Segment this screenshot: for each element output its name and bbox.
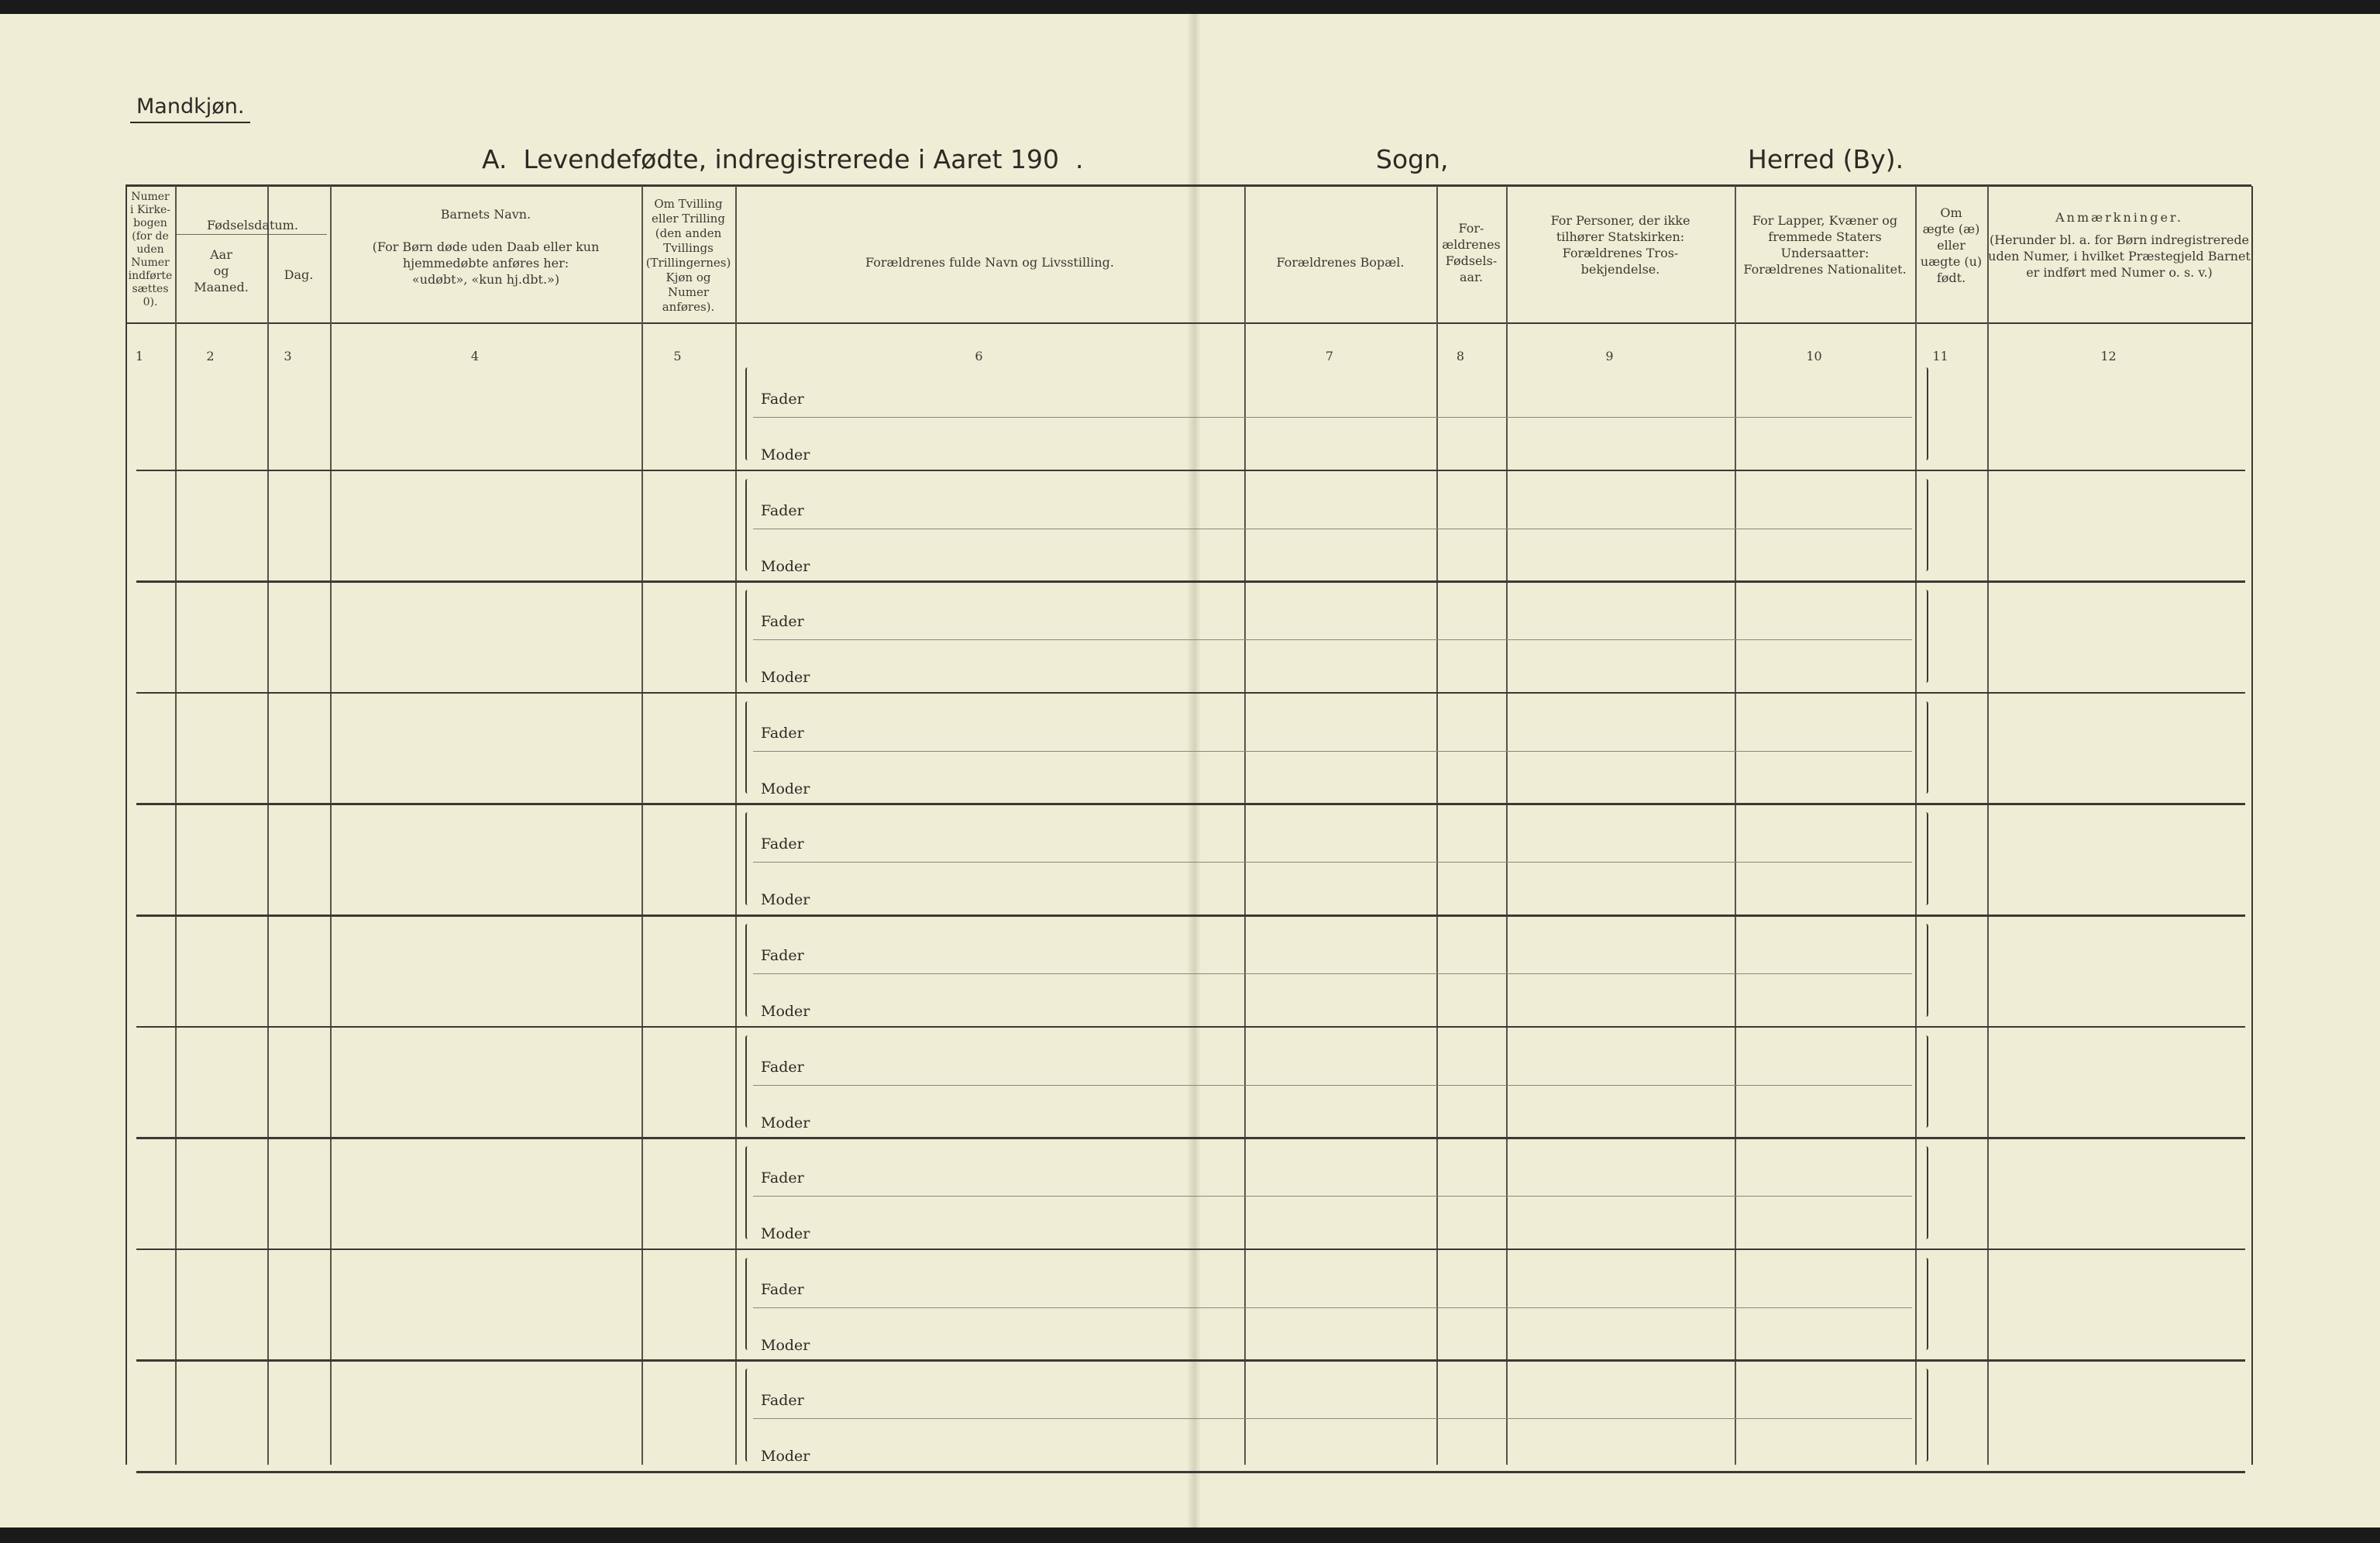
column-header-10 (1735, 212, 1915, 277)
row-divider (136, 1026, 2245, 1028)
parents-brace-right (1923, 479, 1928, 572)
parent-separator-rule (753, 1196, 1912, 1197)
row-divider (136, 580, 2245, 583)
sex-label: Mandkjøn. (130, 95, 250, 123)
column-header-line: uden (136, 243, 164, 256)
parent-separator-rule (753, 417, 1912, 418)
father-label: Fader (761, 1058, 804, 1076)
group-header-birthdate: Fødselsdatum. (207, 218, 298, 232)
column-header-1 (126, 191, 175, 309)
parents-brace-right (1923, 701, 1928, 794)
column-divider (1987, 186, 1989, 1465)
column-number: 2 (206, 349, 215, 363)
column-header-line: Anmærkninger. (2055, 210, 2183, 225)
column-header-line: Dag. (284, 267, 314, 282)
column-header-line: bogen (133, 217, 167, 229)
father-label: Fader (761, 1280, 804, 1298)
mother-label: Moder (761, 446, 810, 463)
row-divider (136, 1359, 2245, 1362)
father-label: Fader (761, 391, 804, 408)
row-divider (136, 470, 2245, 472)
parent-separator-rule (753, 1085, 1912, 1086)
column-header-line: Fødsels- (1445, 253, 1498, 268)
column-header-line: For- (1458, 221, 1484, 236)
column-header-line: (For Børn døde uden Daab eller kun (372, 239, 600, 254)
parents-brace-left (745, 1035, 751, 1128)
father-label: Fader (761, 835, 804, 853)
column-number: 11 (1932, 349, 1948, 363)
parents-brace-right (1923, 1146, 1928, 1239)
column-header-line: For Lapper, Kvæner og (1752, 213, 1898, 228)
column-header-line: Numer (131, 257, 170, 269)
parent-separator-rule (753, 1418, 1912, 1419)
column-header-line: «udøbt», «kun hj.dbt.») (411, 272, 560, 287)
column-divider (267, 186, 269, 1465)
father-label: Fader (761, 613, 804, 631)
column-header-line: tilhører Statskirken: (1556, 229, 1685, 244)
parents-brace-left (745, 479, 751, 572)
column-header-line: Forældrenes fulde Navn og Livsstilling. (865, 255, 1114, 270)
header-bottom-rule (126, 322, 2251, 324)
column-header-line: uægte (u) (1920, 254, 1983, 269)
column-header-line: aar. (1459, 270, 1484, 284)
column-header-line (330, 222, 641, 239)
column-header-line: (for de (132, 230, 169, 243)
parents-brace-right (1923, 1369, 1928, 1462)
column-number: 9 (1605, 349, 1614, 363)
column-header-line: ældrenes (1442, 237, 1501, 252)
column-header-line: Om Tvilling (654, 197, 723, 211)
column-divider (735, 186, 737, 1465)
mother-label: Moder (761, 1003, 810, 1020)
column-header-line: bekjendelse. (1580, 262, 1660, 277)
mother-label: Moder (761, 557, 810, 575)
row-divider (136, 803, 2245, 805)
column-header-8 (1436, 220, 1506, 285)
parents-brace-left (745, 924, 751, 1017)
title-sogn: Sogn, (1376, 144, 1449, 174)
register-page (0, 14, 2380, 1528)
column-header-4 (330, 206, 641, 288)
parent-separator-rule (753, 862, 1912, 863)
parents-brace-left (745, 1258, 751, 1351)
column-header-2 (175, 246, 267, 295)
page-fold (1187, 14, 1201, 1528)
column-number: 10 (1806, 349, 1822, 363)
parent-separator-rule (753, 973, 1912, 974)
column-header-line: 0). (143, 296, 158, 308)
column-divider (1735, 186, 1736, 1465)
column-divider (175, 186, 177, 1465)
father-label: Fader (761, 947, 804, 964)
mother-label: Moder (761, 1448, 810, 1466)
column-header-line: hjemmedøbte anføres her: (402, 256, 569, 270)
column-header-line: i Kirke- (129, 204, 171, 216)
column-header-line: Barnets Navn. (440, 207, 531, 222)
parents-brace-left (745, 1369, 751, 1462)
mother-label: Moder (761, 891, 810, 909)
column-header-line: Forældrenes Nationalitet. (1743, 262, 1907, 277)
column-header-line: Maaned. (194, 280, 249, 294)
column-header-line: eller (1937, 238, 1966, 253)
column-header-line: Aar (210, 247, 232, 262)
parents-brace-right (1923, 924, 1928, 1017)
column-divider (641, 186, 643, 1465)
row-divider (136, 1137, 2245, 1139)
parents-brace-left (745, 701, 751, 794)
column-header-5 (641, 197, 735, 315)
group-header-rule (175, 234, 327, 235)
column-number: 4 (470, 349, 480, 363)
parents-brace-right (1923, 812, 1928, 905)
column-header-7 (1244, 254, 1436, 270)
row-divider (136, 692, 2245, 694)
column-header-11 (1915, 205, 1987, 286)
column-divider (2251, 186, 2253, 1465)
column-header-9 (1506, 212, 1735, 277)
column-header-line: fremmede Staters (1768, 229, 1882, 244)
column-divider (1915, 186, 1917, 1465)
column-header-line: anføres). (662, 300, 715, 314)
parents-brace-left (745, 590, 751, 683)
parents-brace-right (1923, 1258, 1928, 1351)
column-header-line: eller Trilling (652, 212, 725, 226)
column-divider (1436, 186, 1438, 1465)
column-header-line: Kjøn og (666, 270, 711, 284)
father-label: Fader (761, 724, 804, 742)
mother-label: Moder (761, 1225, 810, 1243)
parents-brace-right (1923, 1035, 1928, 1128)
column-header-line: Undersaatter: (1780, 246, 1869, 260)
column-header-line: født. (1936, 270, 1966, 285)
row-divider (136, 1471, 2245, 1473)
column-header-line: Numer (131, 191, 170, 203)
column-number: 3 (284, 349, 292, 363)
father-label: Fader (761, 501, 804, 519)
column-number: 8 (1456, 349, 1465, 363)
father-label: Fader (761, 1169, 804, 1187)
row-divider (136, 1249, 2245, 1251)
page-title: A. Levendefødte, indregistrerede i Aaret 190 . (482, 144, 1084, 174)
parent-separator-rule (753, 1307, 1912, 1308)
column-header-line: (Trillingernes) (645, 256, 731, 270)
header-top-rule (126, 184, 2251, 187)
column-header-line: ægte (æ) (1922, 222, 1980, 236)
column-number: 12 (2100, 349, 2117, 363)
column-header-line: sættes (132, 283, 169, 295)
column-header-line: Numer (667, 285, 710, 299)
column-header-line: indførte (128, 270, 173, 282)
parents-brace-right (1923, 590, 1928, 683)
parents-brace-right (1923, 367, 1928, 460)
mother-label: Moder (761, 780, 810, 797)
column-header-line: Forældrenes Tros- (1562, 246, 1679, 260)
column-header-12 (1987, 209, 2251, 281)
row-divider (136, 914, 2245, 917)
column-header-line: Forældrenes Bopæl. (1276, 255, 1405, 270)
column-number: 5 (673, 349, 682, 363)
column-header-line: Tvillings (663, 241, 714, 255)
column-header-line: (Herunder bl. a. for Børn indregistrerede (1989, 232, 2250, 247)
column-header-line: (den anden (655, 226, 722, 240)
column-header-line: uden Numer, i hvilket Præstegjeld Barnet (1988, 249, 2251, 263)
father-label: Fader (761, 1392, 804, 1410)
title-herred: Herred (By). (1748, 144, 1904, 174)
parents-brace-left (745, 367, 751, 460)
column-divider (126, 186, 127, 1465)
column-divider (330, 186, 332, 1465)
parent-separator-rule (753, 751, 1912, 752)
parent-separator-rule (753, 639, 1912, 640)
column-header-line: Om (1940, 205, 1962, 220)
parents-brace-left (745, 812, 751, 905)
column-header-line: For Personer, der ikke (1550, 213, 1690, 228)
column-header-6 (735, 254, 1244, 270)
mother-label: Moder (761, 1114, 810, 1131)
column-number: 1 (135, 349, 144, 363)
column-header-line: er indført med Numer o. s. v.) (2026, 265, 2213, 280)
mother-label: Moder (761, 669, 810, 687)
column-divider (1244, 186, 1246, 1465)
column-divider (1506, 186, 1508, 1465)
column-number: 7 (1325, 349, 1334, 363)
parents-brace-left (745, 1146, 751, 1239)
column-header-3 (267, 267, 330, 283)
column-header-line: og (213, 263, 229, 278)
column-number: 6 (975, 349, 983, 363)
mother-label: Moder (761, 1336, 810, 1354)
